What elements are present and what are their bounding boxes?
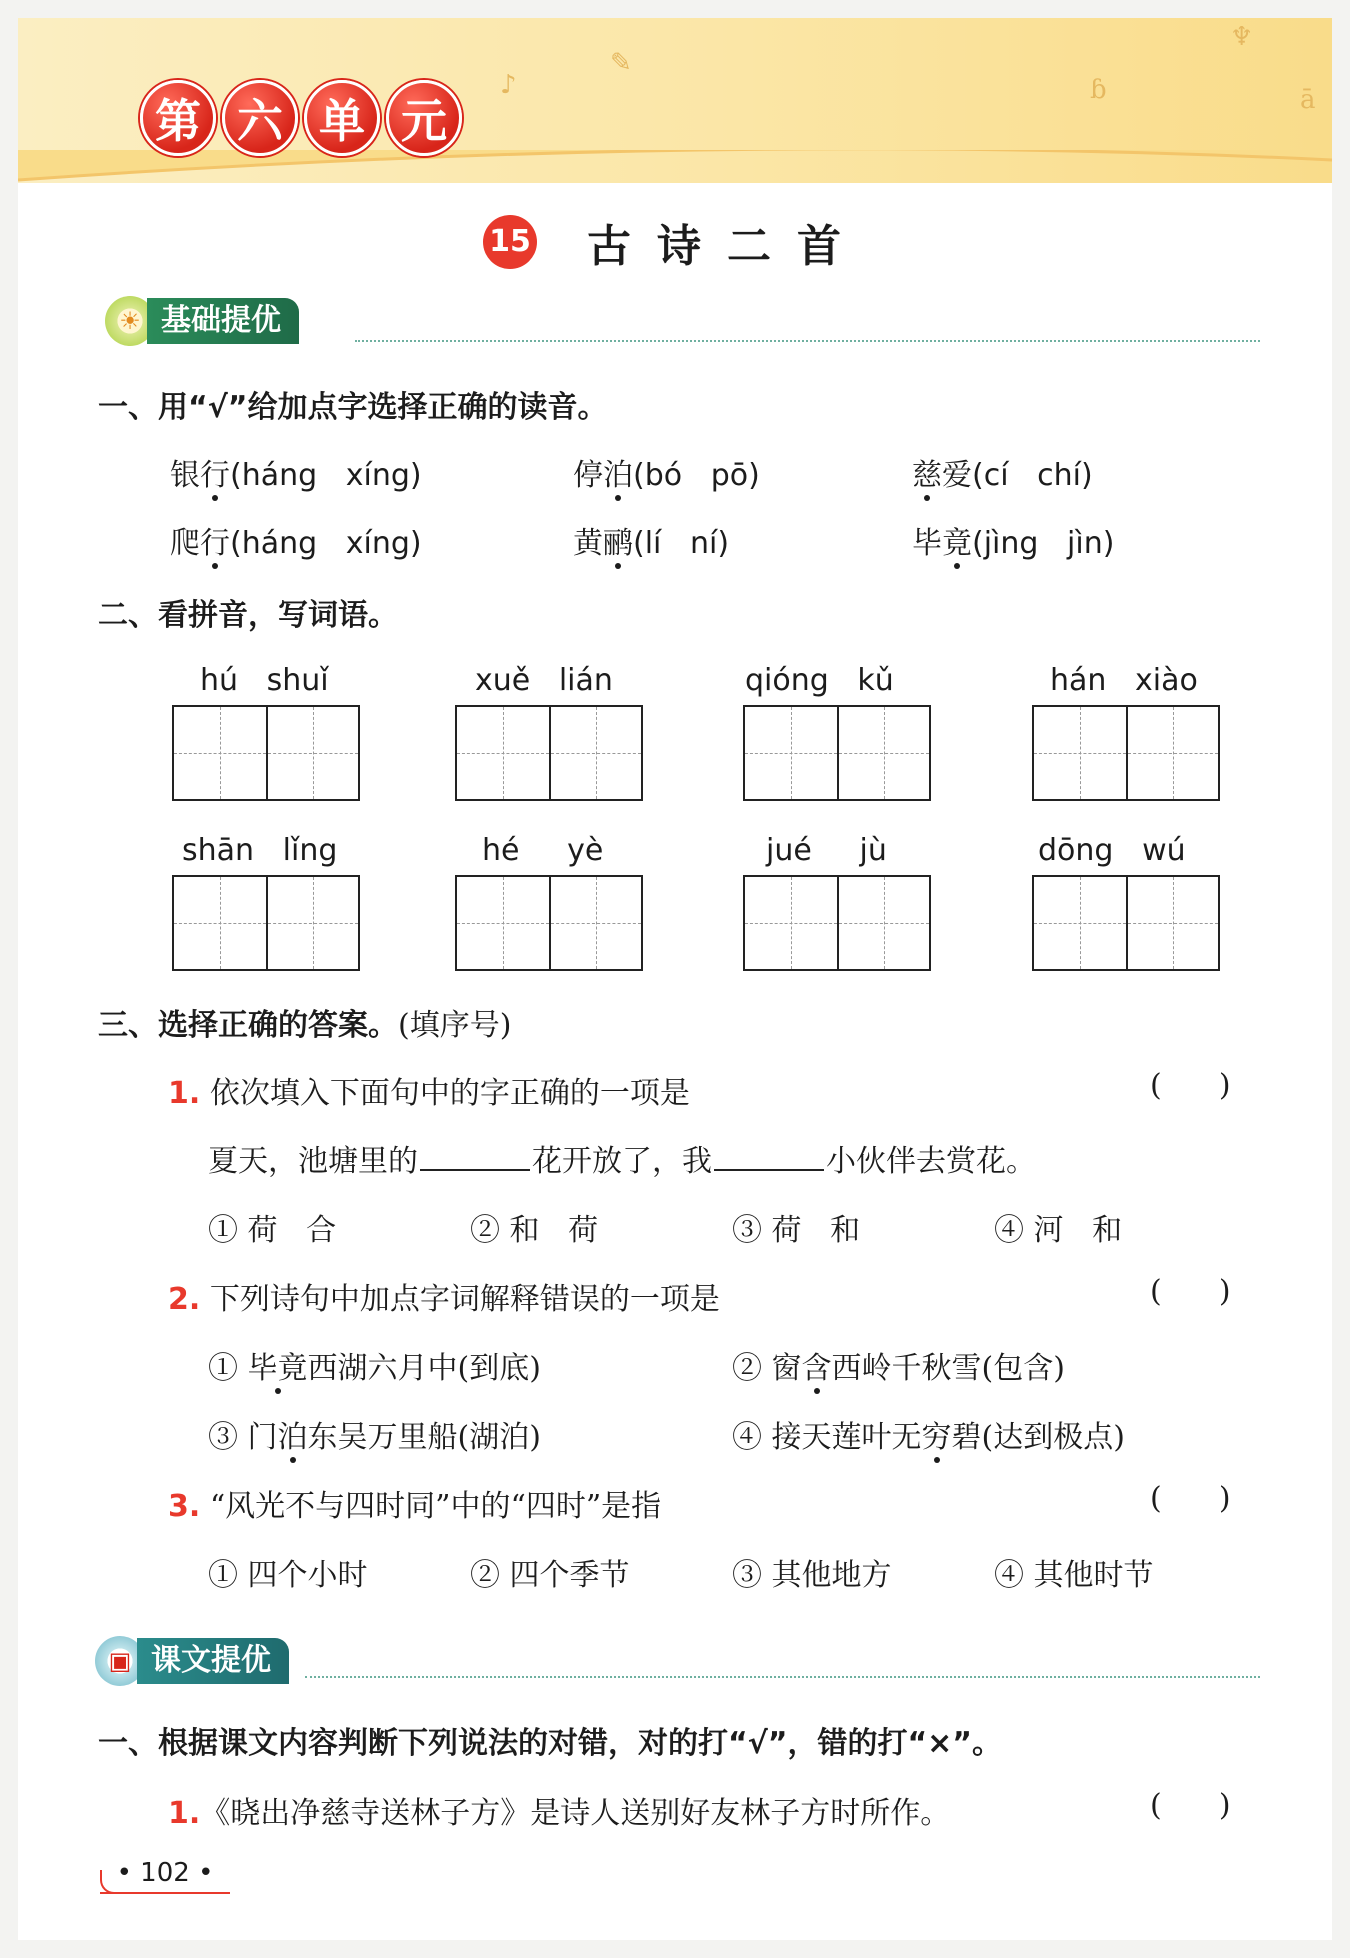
answer-paren[interactable]: ( ) [1150, 1788, 1231, 1823]
option-text[interactable] [732, 1412, 1125, 1456]
question-2-title: 二、看拼音，写词语。 [98, 598, 398, 633]
pinyin-options: (bó pō) [633, 458, 760, 493]
dotted-char: 毕竟 [247, 1351, 308, 1386]
option-pre: 接天莲叶无 [771, 1420, 922, 1455]
sentence-part: 小伙伴去赏花。 [826, 1144, 1036, 1179]
section-tag-label: 课文提优 [137, 1638, 289, 1684]
option-text[interactable]: ③ 其他地方 [732, 1558, 892, 1593]
section-tag-basic [105, 296, 299, 346]
option-text[interactable]: ② 四个季节 [470, 1558, 630, 1593]
mc-item-stem [168, 1068, 690, 1112]
mc-item-stem [168, 1481, 661, 1525]
reading-item [912, 450, 1093, 494]
option-marker: ④ [732, 1420, 762, 1455]
dotted-char: 行 [200, 526, 230, 561]
writing-grid[interactable] [455, 705, 643, 801]
item-text: 毕 [912, 526, 942, 561]
pinyin-label: xuě lián [475, 663, 613, 698]
dotted-char: 泊 [277, 1420, 308, 1455]
pinyin-options: (háng xíng) [230, 526, 422, 561]
question-3-note: (填序号) [398, 1008, 512, 1043]
fill-sentence [208, 1136, 1036, 1180]
question-3-title-text: 三、选择正确的答案。 [98, 1008, 398, 1043]
item-number: 1. [168, 1076, 201, 1111]
option-marker: ② [732, 1351, 762, 1386]
reading-item [170, 450, 422, 494]
pinyin-label: hú shuǐ [200, 663, 329, 698]
option-text[interactable] [208, 1412, 541, 1456]
item-stem-text: “风光不与四时同”中的“四时”是指 [209, 1489, 662, 1524]
option-marker: ③ [208, 1420, 238, 1455]
option-post: 西湖六月中(到底) [307, 1351, 541, 1386]
item-stem-text: 依次填入下面句中的字正确的一项是 [209, 1076, 690, 1111]
pinyin-label: jué jù [766, 833, 887, 868]
writing-grid[interactable] [455, 875, 643, 971]
writing-grid[interactable] [1032, 875, 1220, 971]
dotted-char: 泊 [603, 458, 633, 493]
item-text: 黄 [573, 526, 603, 561]
fill-blank[interactable] [420, 1169, 530, 1171]
pinyin-label: qióng kǔ [745, 663, 894, 698]
answer-paren[interactable]: ( ) [1150, 1481, 1231, 1516]
option-text[interactable]: ① 荷 合 [208, 1213, 337, 1248]
unit-char: 六 [222, 80, 298, 156]
unit-title [140, 80, 462, 156]
option-text[interactable]: ① 四个小时 [208, 1558, 368, 1593]
item-stem-text: 下列诗句中加点字词解释错误的一项是 [209, 1282, 720, 1317]
section-2-question-1-title: 一、根据课文内容判断下列说法的对错，对的打“√”，错的打“×”。 [98, 1726, 1003, 1761]
writing-grid[interactable] [743, 705, 931, 801]
option-text[interactable]: ② 和 荷 [470, 1213, 599, 1248]
option-text[interactable]: ④ 其他时节 [994, 1558, 1154, 1593]
unit-char: 第 [140, 80, 216, 156]
dotted-char: 穷 [921, 1420, 952, 1455]
item-number: 3. [168, 1489, 201, 1524]
option-marker: ① [208, 1351, 238, 1386]
reading-item [573, 518, 729, 562]
item-text: 爬 [170, 526, 200, 561]
mc-item-stem [168, 1274, 720, 1318]
reading-item [912, 518, 1114, 562]
item-number: 1. [168, 1796, 201, 1831]
option-text[interactable]: ③ 荷 和 [732, 1213, 861, 1248]
option-pre: 窗 [771, 1351, 802, 1386]
writing-grid[interactable] [743, 875, 931, 971]
reading-item [573, 450, 760, 494]
sentence-part: 夏天，池塘里的 [208, 1144, 418, 1179]
pinyin-label: dōng wú [1038, 833, 1186, 868]
dotted-char: 鹂 [603, 526, 633, 561]
item-number: 2. [168, 1282, 201, 1317]
answer-paren[interactable]: ( ) [1150, 1068, 1231, 1103]
item-text: 停 [573, 458, 603, 493]
writing-grid[interactable] [1032, 705, 1220, 801]
pinyin-label: shān lǐng [182, 833, 338, 868]
answer-paren[interactable]: ( ) [1150, 1274, 1231, 1309]
unit-char: 元 [386, 80, 462, 156]
deco-letter-icon: ɓ [1090, 75, 1107, 105]
lesson-number: 15 [483, 215, 537, 269]
section-divider [355, 340, 1260, 342]
option-pre: 门 [247, 1420, 278, 1455]
option-post: 碧(达到极点) [951, 1420, 1125, 1455]
deco-music-icon: ♪ [500, 70, 517, 100]
pinyin-options: (jìng jìn) [972, 526, 1115, 561]
pinyin-label: hán xiào [1050, 663, 1198, 698]
option-post: 西岭千秋雪(包含) [831, 1351, 1065, 1386]
item-text: 银 [170, 458, 200, 493]
section-divider [305, 1676, 1260, 1678]
pinyin-options: (lí ní) [633, 526, 730, 561]
book-icon: ▣ [95, 1636, 145, 1686]
pinyin-options: (háng xíng) [230, 458, 422, 493]
section-tag-label: 基础提优 [147, 298, 299, 344]
question-1-title: 一、用“√”给加点字选择正确的读音。 [98, 390, 608, 425]
sentence-part: 花开放了，我 [532, 1144, 712, 1179]
writing-grid[interactable] [172, 705, 360, 801]
pinyin-options: 爱(cí chí) [942, 458, 1093, 493]
judge-item [168, 1788, 950, 1832]
question-3-title [98, 1000, 511, 1044]
option-post: 东吴万里船(湖泊) [307, 1420, 541, 1455]
option-text[interactable] [208, 1343, 541, 1387]
page-number: • 102 • [100, 1858, 230, 1894]
lesson-heading [0, 210, 1350, 274]
reading-item [170, 518, 422, 562]
fill-blank[interactable] [714, 1169, 824, 1171]
deco-tree-icon: ♆ [1230, 22, 1254, 52]
dotted-char: 含 [801, 1351, 832, 1386]
deco-letter-icon: ā [1300, 85, 1316, 115]
section-tag-text [95, 1636, 289, 1686]
unit-char: 单 [304, 80, 380, 156]
pinyin-label: hé yè [482, 833, 604, 868]
sun-book-icon: ☀ [105, 296, 155, 346]
deco-script-icon: ✎ [610, 48, 632, 78]
dotted-char: 竟 [942, 526, 972, 561]
option-text[interactable] [732, 1343, 1065, 1387]
writing-grid[interactable] [172, 875, 360, 971]
lesson-title: 古诗二首 [587, 221, 867, 272]
dotted-char: 慈 [912, 458, 942, 493]
item-text: 《晓出净慈寺送林子方》是诗人送别好友林子方时所作。 [200, 1796, 951, 1831]
option-text[interactable]: ④ 河 和 [994, 1213, 1123, 1248]
dotted-char: 行 [200, 458, 230, 493]
